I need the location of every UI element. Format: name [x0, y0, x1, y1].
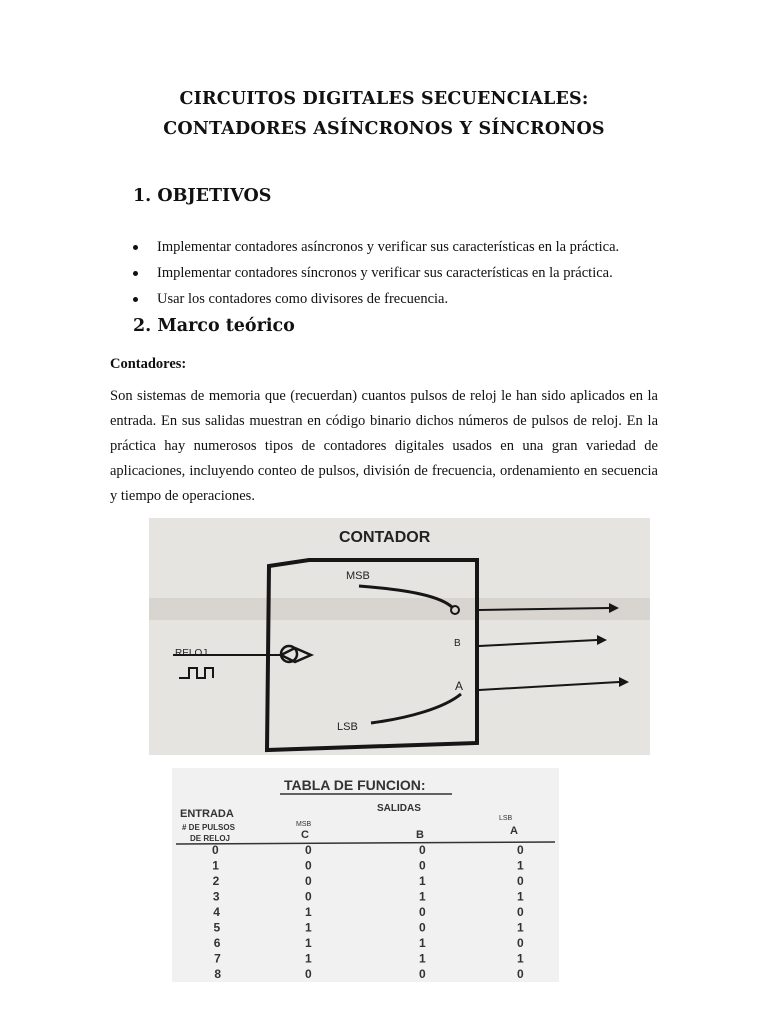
objective-item: Implementar contadores síncronos y verificar sus características en la práctica.: [130, 263, 619, 289]
clock-pulse-icon: [179, 668, 213, 678]
pulse-count-cell: 2: [212, 874, 220, 888]
output-cell: 1: [419, 889, 426, 904]
pulse-count-cell: 6: [213, 936, 221, 950]
output-cell: 1: [419, 936, 426, 950]
output-line-a: [479, 682, 619, 690]
table-header-rule: [176, 842, 555, 844]
output-cell: 0: [305, 967, 312, 981]
output-cell: 0: [517, 874, 524, 888]
output-cell: 0: [517, 905, 524, 919]
column-b-label: B: [416, 829, 424, 841]
lsb-curve: [371, 694, 461, 723]
clock-label: RELOJ: [175, 648, 208, 659]
pulse-count-cell: 1: [212, 858, 219, 873]
table-rows: [212, 843, 524, 981]
output-cell: 0: [305, 889, 312, 904]
function-table-figure: [172, 768, 559, 982]
objectives-list: [130, 237, 619, 315]
output-cell: 1: [419, 951, 426, 966]
output-cell: 0: [517, 936, 524, 950]
output-cell: 1: [517, 951, 524, 966]
output-cell: 0: [305, 858, 312, 873]
title-line-1: CIRCUITOS DIGITALES SECUENCIALES:: [179, 89, 589, 109]
output-cell: 1: [517, 920, 524, 935]
salidas-label: SALIDAS: [377, 803, 421, 814]
b-label: B: [454, 638, 461, 649]
output-cell: 0: [305, 874, 312, 888]
document-title: [0, 84, 768, 144]
section-heading-objetivos: 1. OBJETIVOS: [133, 186, 272, 206]
title-line-2: CONTADORES ASÍNCRONOS Y SÍNCRONOS: [163, 119, 605, 139]
pulse-count-cell: 8: [214, 967, 222, 981]
output-cell: 1: [517, 889, 524, 904]
column-a-label: A: [510, 825, 518, 837]
output-cell: 0: [419, 843, 426, 857]
output-cell: 1: [419, 874, 426, 888]
output-cell: 0: [419, 967, 426, 981]
section-heading-marco-teorico: 2. Marco teórico: [133, 316, 295, 336]
diagram-title: CONTADOR: [339, 529, 431, 546]
output-cell: 0: [419, 905, 426, 919]
output-cell: 0: [305, 843, 312, 857]
output-cell: 0: [419, 858, 426, 873]
pulse-count-cell: 3: [212, 889, 220, 904]
entrada-sub-1: # DE PULSOS: [182, 823, 235, 832]
output-cell: 1: [305, 936, 312, 950]
table-title: TABLA DE FUNCION:: [284, 777, 426, 793]
msb-label: MSB: [346, 570, 370, 582]
output-cell: 1: [305, 905, 312, 919]
output-line-b: [479, 640, 597, 646]
column-c-label: C: [301, 829, 309, 841]
subheading-contadores: Contadores:: [110, 356, 187, 372]
pulse-count-cell: 0: [212, 843, 219, 857]
output-cell: 0: [517, 843, 524, 857]
pulse-count-cell: 5: [213, 920, 221, 935]
a-label: A: [455, 679, 464, 693]
table-lsb-label: LSB: [499, 815, 513, 822]
pulse-count-cell: 4: [213, 905, 220, 919]
output-cell: 0: [419, 920, 426, 935]
output-cell: 1: [305, 920, 312, 935]
output-cell: 1: [517, 858, 524, 873]
output-cell: 0: [517, 967, 524, 981]
output-arrow-a: [619, 677, 629, 687]
lsb-label: LSB: [337, 721, 358, 733]
objective-item: Implementar contadores asíncronos y verificar sus características en la práctica.: [130, 237, 619, 263]
output-arrow-b: [597, 635, 607, 645]
counter-diagram-svg: [149, 518, 650, 755]
function-table-svg: [172, 768, 559, 982]
counter-diagram-figure: [149, 518, 650, 755]
output-cell: 1: [305, 951, 312, 966]
entrada-sub-2: DE RELOJ: [190, 834, 231, 843]
body-paragraph: Son sistemas de memoria que (recuerdan) cuantos pulsos de reloj le han sido aplicados en la entrada. En sus salidas muestran en código binario dichos números de pulsos de reloj. En la práctica hay numerosos tipos de contadores digitales usados en una gran variedad de aplicaciones, incluyendo conteo de pulsos, división de frecuencia, ordenamiento en secuencia y tiempo de operaciones.: [110, 388, 658, 504]
table-msb-label: MSB: [296, 821, 312, 828]
pulse-count-cell: 7: [214, 951, 221, 966]
objective-item: Usar los contadores como divisores de frecuencia.: [130, 289, 619, 315]
entrada-label: ENTRADA: [180, 808, 234, 820]
